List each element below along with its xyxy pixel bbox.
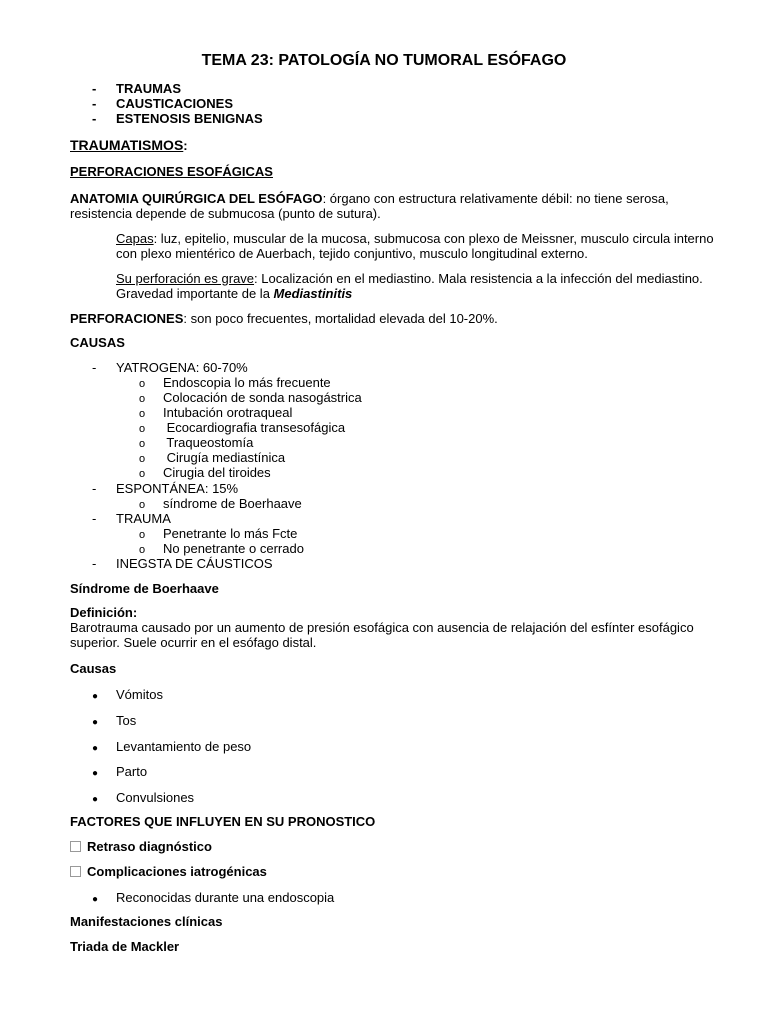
perforaciones-paragraph: PERFORACIONES: son poco frecuentes, mortalidad elevada del 10-20%. xyxy=(70,311,498,326)
circle-bullet: o xyxy=(139,529,146,541)
factor-checkbox-item: Complicaciones iatrogénicas xyxy=(70,864,267,879)
causa-item: - YATROGENA: 60-70% xyxy=(92,360,248,375)
causa2-list-item: ● Parto xyxy=(92,764,148,779)
dash-bullet: - xyxy=(92,511,97,526)
causa-subitem: o Intubación orotraqueal xyxy=(139,405,293,420)
causa-item: - INEGSTA DE CÁUSTICOS xyxy=(92,556,273,571)
round-bullet: ● xyxy=(92,768,99,779)
causa2-list-item: ● Levantamiento de peso xyxy=(92,739,252,754)
factor-checkbox-item: Retraso diagnóstico xyxy=(70,839,212,854)
dash-bullet: - xyxy=(92,481,97,496)
round-bullet: ● xyxy=(92,894,99,905)
causa-subitem: o síndrome de Boerhaave xyxy=(139,496,302,511)
intro-list-item: - CAUSTICACIONES xyxy=(92,96,234,111)
checkbox-icon xyxy=(70,866,81,877)
circle-bullet: o xyxy=(139,438,146,450)
causa-subitem: o Cirugia del tiroides xyxy=(139,465,271,480)
factores-heading: FACTORES QUE INFLUYEN EN SU PRONOSTICO xyxy=(70,814,376,829)
causa-item: - ESPONTÁNEA: 15% xyxy=(92,481,239,496)
causa-subitem: o Cirugía mediastínica xyxy=(139,450,286,465)
causa2-list-item: ● Tos xyxy=(92,713,137,728)
dash-bullet: - xyxy=(92,556,97,571)
perforaciones-heading: PERFORACIONES ESOFÁGICAS xyxy=(70,164,273,179)
traumatismos-heading: TRAUMATISMOS: xyxy=(70,137,188,153)
anatomia-paragraph: ANATOMIA QUIRÚRGICA DEL ESÓFAGO: órgano con estructura relativamente débil: no tiene serosa, resistencia depende de submucosa (punto de sutura). xyxy=(70,191,669,221)
causa2-list-item: ● Vómitos xyxy=(92,687,163,702)
circle-bullet: o xyxy=(139,499,146,511)
checkbox-icon xyxy=(70,841,81,852)
triada-heading: Triada de Mackler xyxy=(70,939,180,954)
circle-bullet: o xyxy=(139,544,146,556)
causas2-heading: Causas xyxy=(70,661,117,676)
manifestaciones-heading: Manifestaciones clínicas xyxy=(70,914,223,929)
causas-heading: CAUSAS xyxy=(70,335,125,350)
causa-subitem: o No penetrante o cerrado xyxy=(139,541,304,556)
capas-paragraph: Capas: luz, epitelio, muscular de la mucosa, submucosa con plexo de Meissner, musculo circula interno con plexo mientérico de Auerbach, tejido conjuntivo, musculo longitudinal externo. xyxy=(116,231,714,261)
circle-bullet: o xyxy=(139,453,146,465)
definicion-paragraph: Definición: Barotrauma causado por un aumento de presión esofágica con ausencia de relajación del esfínter esofágico superior. Suele ocurrir en el esófago distal. xyxy=(70,605,694,650)
round-bullet: ● xyxy=(92,691,99,702)
round-bullet: ● xyxy=(92,717,99,728)
factor-sub-item: ● Reconocidas durante una endoscopia xyxy=(92,890,335,905)
circle-bullet: o xyxy=(139,468,146,480)
dash-bullet: - xyxy=(92,360,97,375)
causa-subitem: o Penetrante lo más Fcte xyxy=(139,526,298,541)
circle-bullet: o xyxy=(139,423,146,435)
perforacion-grave-paragraph: Su perforación es grave: Localización en el mediastino. Mala resistencia a la infección del mediastino. Gravedad importante de la Mediastinitis xyxy=(116,271,703,301)
causa2-list-item: ● Convulsiones xyxy=(92,790,195,805)
page-title: TEMA 23: PATOLOGÍA NO TUMORAL ESÓFAGO xyxy=(201,52,567,69)
dash-bullet: - xyxy=(92,96,97,111)
circle-bullet: o xyxy=(139,408,146,420)
causa-subitem: o Colocación de sonda nasogástrica xyxy=(139,390,362,405)
intro-list-item: - TRAUMAS xyxy=(92,81,181,96)
intro-list-item: - ESTENOSIS BENIGNAS xyxy=(92,111,263,126)
circle-bullet: o xyxy=(139,393,146,405)
causa-subitem: o Endoscopia lo más frecuente xyxy=(139,375,331,390)
causa-subitem: o Traqueostomía xyxy=(139,435,254,450)
causa-subitem: o Ecocardiografia transesofágica xyxy=(139,420,346,435)
dash-bullet: - xyxy=(92,81,97,96)
round-bullet: ● xyxy=(92,794,99,805)
round-bullet: ● xyxy=(92,743,99,754)
causa-item: - TRAUMA xyxy=(92,511,171,526)
dash-bullet: - xyxy=(92,111,97,126)
circle-bullet: o xyxy=(139,378,146,390)
sindrome-heading: Síndrome de Boerhaave xyxy=(70,581,219,596)
